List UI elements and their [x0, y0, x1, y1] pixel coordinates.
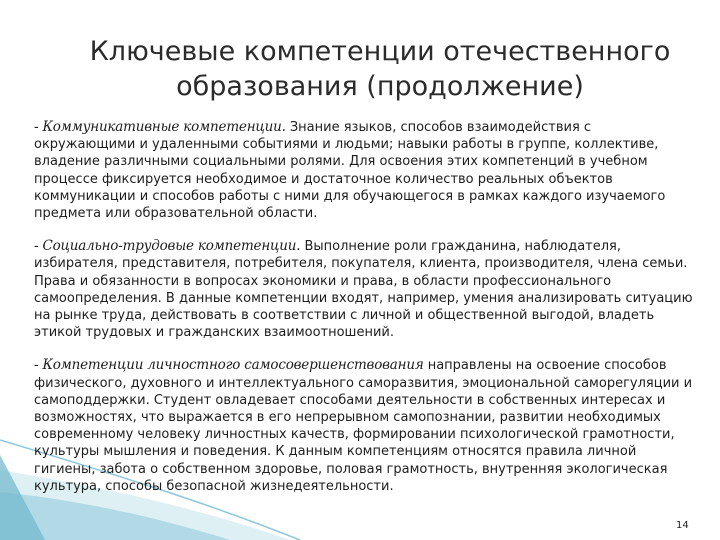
- paragraph-text: Выполнение роли гражданина, наблюдателя, избирателя, представителя, потребителя, покупателя, клиента, производителя, члена семьи. Права и обязанности в вопросах экономики и права, в области профессионального самоопределения. В данные компетенции входят, например, умения анализировать ситуацию на рынке труда, действовать в соответствии с личной и общественной выгодой, владеть этикой трудовых и гражданских взаимоотношений.: [34, 239, 693, 341]
- paragraph-lead: - Коммуникативные компетенции.: [34, 119, 286, 135]
- paragraph-communicative: [34, 119, 694, 222]
- title-line-1: Ключевые компетенции отечественного: [89, 36, 671, 67]
- paragraph-lead: - Компетенции личностного самосовершенствования: [34, 357, 424, 374]
- paragraph-social-labor: [34, 238, 694, 341]
- slide-content: [34, 119, 694, 511]
- title-line-2: образования (продолжение): [176, 71, 584, 102]
- paragraph-self-improvement: [34, 357, 694, 495]
- paragraph-text: Знание языков, способов взаимодействия с окружающими и удаленными событиями и людьми; навыки работы в группе, коллективе, владение различными социальными ролями. Для освоения этих компетенций в учебном процессе фиксируется необходимое и достаточное количество реальных объектов коммуникации и способов работы с ними для обучающегося в рамках каждого изучаемого предмета или образовательной области.: [34, 120, 666, 222]
- slide-title: [60, 34, 700, 104]
- page-number: 14: [676, 520, 689, 531]
- paragraph-text: направлены на освоение способов физического, духовного и интеллектуального саморазвития, эмоциональной саморегуляции и самоподдержки. Студент овладевает способами деятельности в собственных интересах и возможностях, что выражается в его непрерывном самопознании, развитии необходимых современному человеку личностных качеств, формировании психологической грамотности, культуры мышления и поведения. К данным компетенциям относятся правила личной гигиены, забота о собственном здоровье, половая грамотность, внутренняя экологическая культура, способы безопасной жизнедеятельности.: [34, 358, 693, 494]
- paragraph-lead: - Социально-трудовые компетенции.: [34, 238, 301, 255]
